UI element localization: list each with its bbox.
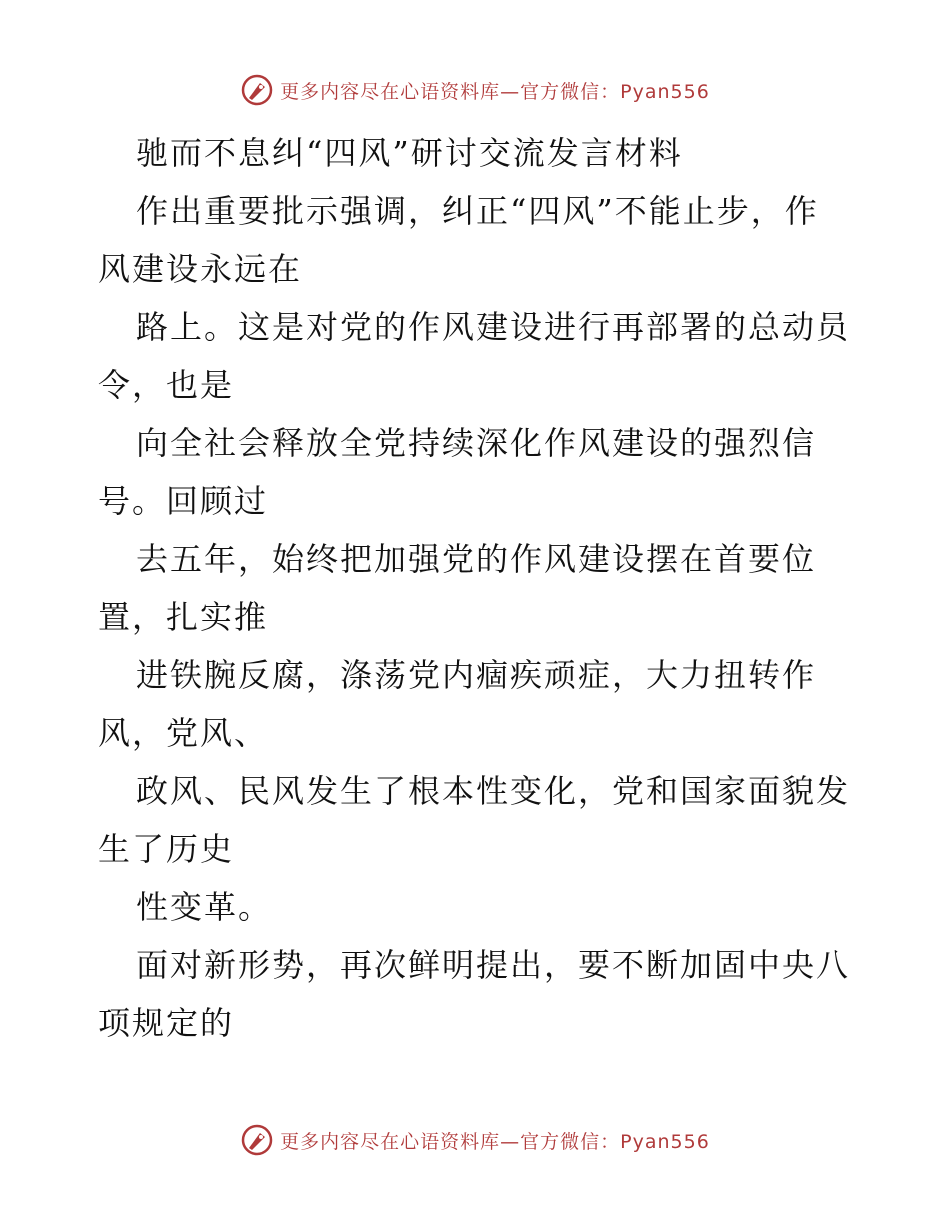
text-line: 进铁腕反腐，涤荡党内痼疾顽症，大力扭转作: [136, 656, 817, 694]
text-line: 置，扎实推: [98, 598, 269, 636]
text-line: 生了历史: [98, 830, 235, 868]
document-body: [98, 124, 858, 1052]
pen-nib-logo-icon: [240, 73, 274, 107]
header-watermark: [0, 70, 950, 110]
document-title: 驰而不息纠“四风”研讨交流发言材料: [136, 134, 683, 172]
text-line: 向全社会释放全党持续深化作风建设的强烈信: [136, 424, 817, 462]
text-line: 项规定的: [98, 1004, 235, 1042]
text-line: 风，党风、: [98, 714, 269, 752]
text-line: 令，也是: [98, 366, 235, 404]
text-line: 路上。这是对党的作风建设进行再部署的总动员: [136, 308, 851, 346]
text-line: 性变革。: [136, 888, 273, 926]
text-line: 面对新形势，再次鲜明提出，要不断加固中央八: [136, 946, 851, 984]
text-line: 风建设永远在: [98, 250, 303, 288]
text-line: 号。回顾过: [98, 482, 269, 520]
footer-watermark: [0, 1120, 950, 1160]
pen-nib-logo-icon: [240, 1123, 274, 1157]
header-watermark-text: 更多内容尽在心语资料库—官方微信：Pyan556: [280, 80, 710, 103]
text-line: 去五年，始终把加强党的作风建设摆在首要位: [136, 540, 817, 578]
text-line: 作出重要批示强调，纠正“四风”不能止步，作: [136, 192, 819, 230]
text-line: 政风、民风发生了根本性变化，党和国家面貌发: [136, 772, 851, 810]
footer-watermark-text: 更多内容尽在心语资料库—官方微信：Pyan556: [280, 1130, 710, 1153]
